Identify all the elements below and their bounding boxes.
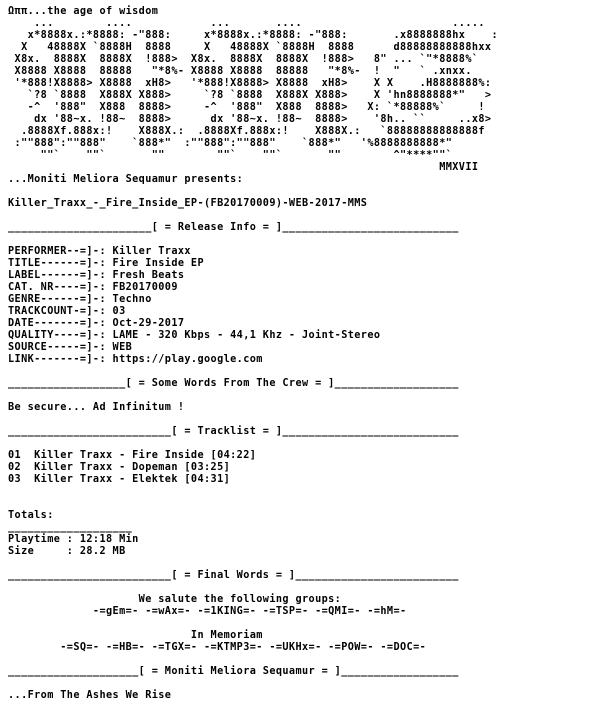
nfo-line: .8888Xf.888x:! X888X.: .8888Xf.888x:! X888X.: `88888888888888f (8, 126, 485, 137)
nfo-line: GENRE------=]-: Techno (8, 294, 152, 305)
nfo-line: :""888":""888" `888*" :""888":""888" `888*" '%8888888888*" (8, 138, 453, 149)
nfo-line: Playtime : 12:18 Min (8, 534, 139, 545)
nfo-line: TRACKCOUNT-=]-: 03 (8, 306, 126, 317)
nfo-line: '*888!X8888> X8888 xH8> '*888!X8888> X8888 xH8> X X .H8888888%: (8, 78, 492, 89)
nfo-line: 01 Killer Traxx - Fire Inside [04:22] (8, 450, 257, 461)
nfo-line (8, 414, 592, 426)
nfo-line: Ωππ...the age of wisdom (8, 6, 159, 17)
nfo-line (8, 498, 592, 510)
nfo-line: x*8888x.:*8888: -"888: x*8888x.:*8888: -"888: .x8888888hx : (8, 30, 499, 41)
nfo-line: LABEL------=]-: Fresh Beats (8, 270, 185, 281)
nfo-line: -^ '888" X888 8888> -^ '888" X888 8888> X: `*88888%` ! (8, 102, 485, 113)
nfo-line: dx '88~x. !88~ 8888> dx '88~x. !88~ 8888> '8h.. `` ..x8> (8, 114, 492, 125)
nfo-line: ______________________[ = Release Info = ]___________________________ (8, 222, 459, 233)
nfo-line: 02 Killer Traxx - Dopeman [03:25] (8, 462, 231, 473)
nfo-line (8, 618, 592, 630)
nfo-line (8, 366, 592, 378)
nfo-line: ...From The Ashes We Rise (8, 690, 172, 701)
nfo-line: -=SQ=- -=HB=- -=TGX=- -=KTMP3=- -=UKHx=- -=POW=- -=DOC=- (8, 642, 427, 653)
nfo-line: We salute the following groups: (8, 594, 342, 605)
nfo-line: ____________________[ = Moniti Meliora Sequamur = ]__________________ (8, 666, 459, 677)
nfo-line: SOURCE-----=]-: WEB (8, 342, 133, 353)
nfo-line: CAT. NR----=]-: FB20170009 (8, 282, 178, 293)
nfo-line: TITLE------=]-: Fire Inside EP (8, 258, 205, 269)
nfo-line: Killer_Traxx_-_Fire_Inside_EP-(FB20170009)-WEB-2017-MMS (8, 198, 368, 209)
nfo-line: ""` ""` "" ""` ""` "" ^"****""` (8, 150, 453, 161)
nfo-line: ...Moniti Meliora Sequamur presents: (8, 174, 244, 185)
nfo-line: PERFORMER--=]-: Killer Traxx (8, 246, 191, 257)
nfo-line: _________________________[ = Tracklist = ]___________________________ (8, 426, 459, 437)
nfo-line: __________________[ = Some Words From The Crew = ]___________________ (8, 378, 459, 389)
nfo-line: MMXVII (8, 162, 479, 173)
nfo-line: -=gEm=- -=wAx=- -=1KING=- -=TSP=- -=QMI=- -=hM=- (8, 606, 407, 617)
nfo-line: X 48888X `8888H 8888 X 48888X `8888H 8888 d88888888888hxx (8, 42, 492, 53)
nfo-line: DATE-------=]-: Oct-29-2017 (8, 318, 185, 329)
nfo-line: `?8 `8888 X888X X888> `?8 `8888 X888X X888> X 'hn8888888*" > (8, 90, 492, 101)
nfo-line (8, 486, 592, 498)
nfo-line: X8x. 8888X 8888X !888> X8x. 8888X 8888X !888> 8" ... `"*8888%` (8, 54, 479, 65)
nfo-line: _________________________[ = Final Words = ]_________________________ (8, 570, 459, 581)
nfo-line (8, 438, 592, 450)
nfo-line (8, 558, 592, 570)
nfo-line: X8888 X8888 88888 "*8%- X8888 X8888 88888 "*8%- ! " ` .xnxx. (8, 66, 472, 77)
nfo-line: ___________________ (8, 522, 133, 533)
nfo-line: Be secure... Ad Infinitum ! (8, 402, 185, 413)
nfo-line (8, 582, 592, 594)
nfo-line (8, 678, 592, 690)
nfo-line (8, 234, 592, 246)
nfo-line: ... .... ... .... ..... (8, 18, 485, 29)
nfo-line (8, 186, 592, 198)
nfo-line: Size : 28.2 MB (8, 546, 126, 557)
nfo-line: Totals: (8, 510, 54, 521)
nfo-line: 03 Killer Traxx - Elektek [04:31] (8, 474, 231, 485)
nfo-line (8, 654, 592, 666)
nfo-line (8, 390, 592, 402)
nfo-line: LINK-------=]-: https://play.google.com (8, 354, 263, 365)
nfo-line: QUALITY----=]-: LAME - 320 Kbps - 44,1 Khz - Joint-Stereo (8, 330, 381, 341)
nfo-line (8, 210, 592, 222)
nfo-line: In Memoriam (8, 630, 263, 641)
